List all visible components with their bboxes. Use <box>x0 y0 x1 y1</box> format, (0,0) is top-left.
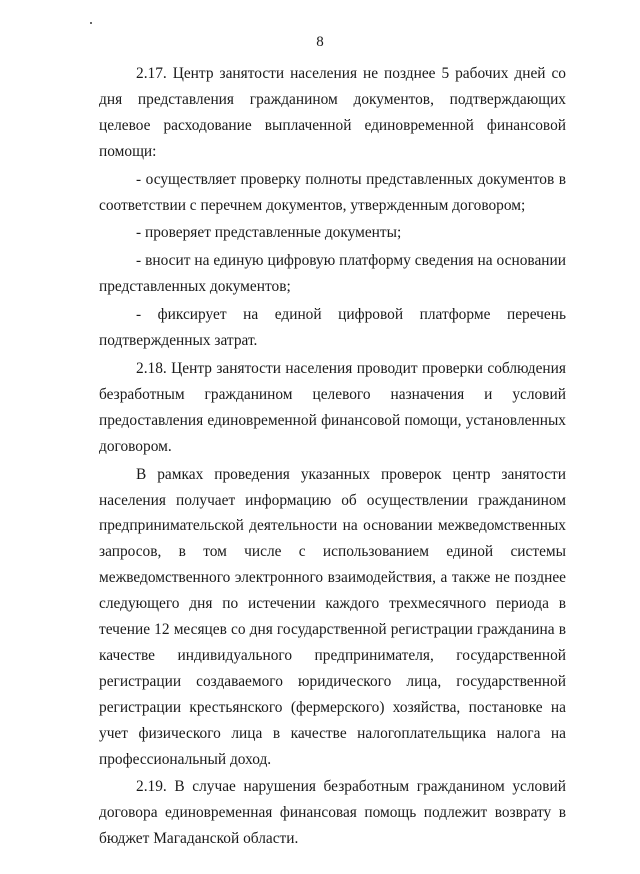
paragraph-inspections: В рамках проведения указанных проверок центр занятости населения получает информацию об осуществлении гражданином предпринимательской деятельности на основании межведомственных запросов, в том числе с использованием единой системы межведомственного электронного взаимодействия, а также не позднее следующего дня по истечении каждого трехмесячного периода в течение 12 месяцев со дня государственной регистрации гражданина в качестве индивидуального предпринимателя, государственной регистрации создаваемого юридического лица, государственной регистрации крестьянского (фермерского) хозяйства, постановке на учет физического лица в качестве налогоплательщика налога на профессиональный доход. <box>99 465 566 768</box>
paragraph-2-17: 2.17. Центр занятости населения не позднее 5 рабочих дней со дня представления гражданином документов, подтверждающих целевое расходование выплаченной единовременной финансовой помощи: <box>99 65 566 160</box>
page-number: 8 <box>316 34 324 50</box>
list-item-record-costs: - фиксирует на единой цифровой платформе перечень подтвержденных затрат. <box>99 306 566 350</box>
list-item-enter-platform: - вносит на единую цифровую платформу сведения на основании представленных документов; <box>99 252 566 296</box>
list-item-check-completeness: - осуществляет проверку полноты представленных документов в соответствии с перечнем документов, утвержденным договором; <box>99 170 566 214</box>
paragraph-2-18: 2.18. Центр занятости населения проводит проверки соблюдения безработным гражданином целевого назначения и условий предоставления единовременной финансовой помощи, установленных договором. <box>99 359 566 455</box>
document-body <box>99 61 566 854</box>
paragraph-2-19: 2.19. В случае нарушения безработным гражданином условий договора единовременная финансовая помощь подлежит возврату в бюджет Магаданской области. <box>99 778 566 848</box>
scan-speck <box>90 22 92 24</box>
list-item-verify-documents: - проверяет представленные документы; <box>136 224 402 242</box>
